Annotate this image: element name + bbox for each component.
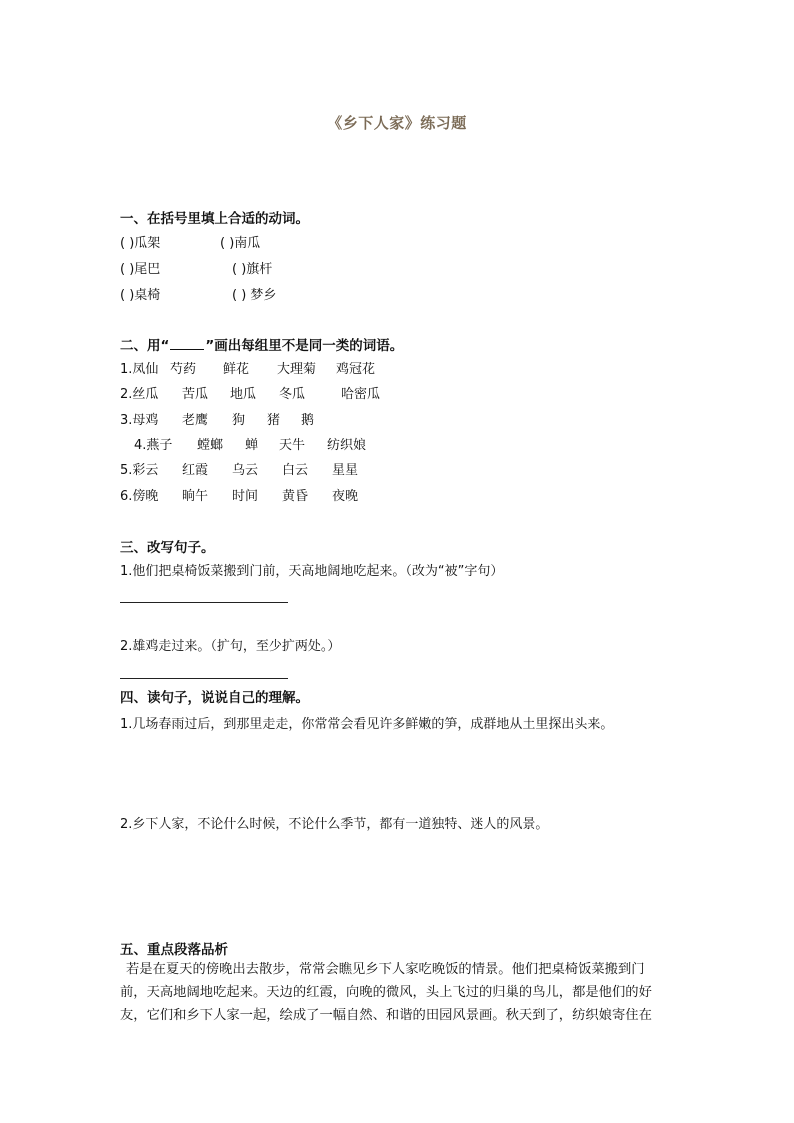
section4-question-1: 1.几场春雨过后，到那里走走，你常常会看见许多鲜嫩的笋，成群地从土里探出头来。 (120, 717, 614, 732)
word: 老鹰 (182, 413, 209, 428)
word: 黄昏 (282, 489, 309, 504)
s1-item: ( )瓜架 (120, 236, 161, 251)
section4-question-2: 2.乡下人家，不论什么时候，不论什么季节，都有一道独特、迷人的风景。 (120, 817, 549, 832)
passage-line: 若是在夏天的傍晚出去散步，常常会瞧见乡下人家吃晚饭的情景。他们把桌椅饭菜搬到门 (126, 962, 645, 977)
word: 狗 (232, 413, 246, 428)
word: 时间 (232, 489, 259, 504)
word-group-1 (120, 361, 375, 379)
section4-heading: 四、读句子，说说自己的理解。 (120, 690, 309, 706)
word: 大理菊 (277, 362, 317, 377)
s1-row-3 (120, 287, 276, 305)
word-group-5 (120, 462, 358, 480)
word: 螳螂 (197, 438, 224, 453)
section3-heading: 三、改写句子。 (120, 540, 215, 556)
section2-heading (120, 337, 403, 355)
word: 晌午 (182, 489, 209, 504)
word: 芍药 (170, 362, 197, 377)
word: 2.丝瓜 (120, 387, 159, 402)
section3-question-1: 1.他们把桌椅饭菜搬到门前，天高地阔地吃起来。（改为“被”字句） (120, 564, 504, 579)
word: 鹅 (301, 413, 315, 428)
answer-line (120, 678, 288, 679)
s1-item: ( )桌椅 (120, 288, 161, 303)
s1-item: ( )南瓜 (220, 236, 261, 251)
section5-heading: 五、重点段落品析 (120, 942, 228, 958)
section2-heading-post: ”画出每组里不是同一类的词语。 (205, 338, 404, 354)
word: 5.彩云 (120, 463, 159, 478)
passage (120, 958, 680, 1027)
word: 哈密瓜 (341, 387, 381, 402)
s1-item: ( )尾巴 (120, 262, 161, 277)
answer-line (120, 602, 288, 603)
word-group-2 (120, 386, 380, 404)
word: 红霞 (182, 463, 209, 478)
word: 天牛 (279, 438, 306, 453)
s1-item: ( ) 梦乡 (232, 288, 277, 303)
word: 鸡冠花 (336, 362, 376, 377)
word: 3.母鸡 (120, 413, 159, 428)
word-group-6 (120, 488, 358, 506)
underline-sample (170, 337, 204, 350)
word: 4.燕子 (134, 438, 173, 453)
word: 蝉 (245, 438, 259, 453)
section2-heading-pre: 二、用“ (120, 338, 170, 354)
s1-item: ( )旗杆 (232, 262, 273, 277)
word: 鲜花 (223, 362, 250, 377)
word: 纺织娘 (327, 438, 367, 453)
word-group-4 (134, 437, 366, 455)
word-group-3 (120, 412, 314, 430)
section3-question-2: 2.雄鸡走过来。（扩句，至少扩两处。） (120, 639, 341, 654)
word: 猪 (267, 413, 281, 428)
word: 夜晚 (332, 489, 359, 504)
word: 乌云 (232, 463, 259, 478)
s1-row-2 (120, 261, 272, 279)
section1-heading: 一、在括号里填上合适的动词。 (120, 211, 309, 227)
word: 冬瓜 (279, 387, 306, 402)
word: 1.凤仙 (120, 362, 159, 377)
word: 6.傍晚 (120, 489, 159, 504)
page-title: 《乡下人家》练习题 (327, 114, 467, 132)
passage-line: 友，它们和乡下人家一起，绘成了一幅自然、和谐的田园风景画。秋天到了，纺织娘寄住在 (120, 1008, 652, 1023)
word: 白云 (282, 463, 309, 478)
passage-line: 前，天高地阔地吃起来。天边的红霞，向晚的微风，头上飞过的归巢的鸟儿，都是他们的好 (120, 985, 652, 1000)
word: 苦瓜 (182, 387, 209, 402)
word: 地瓜 (230, 387, 257, 402)
s1-row-1 (120, 235, 260, 253)
word: 星星 (332, 463, 359, 478)
